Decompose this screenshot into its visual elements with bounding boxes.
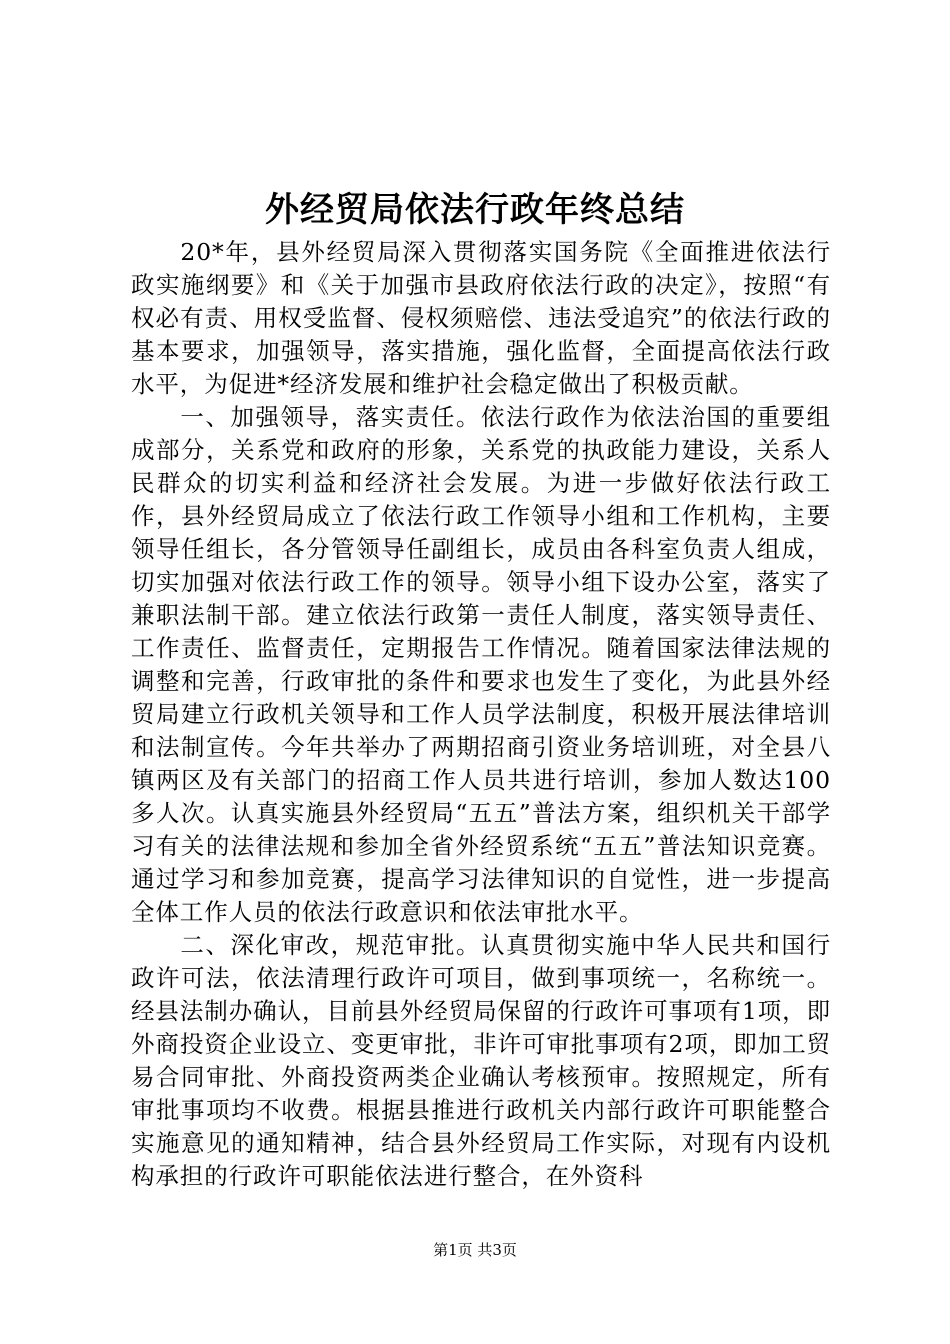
document-title: 外经贸局依法行政年终总结 [265, 190, 685, 230]
page-number-footer: 第1页 共3页 [433, 1241, 517, 1259]
paragraph-section-2: 二、深化审改，规范审批。认真贯彻实施中华人民共和国行政许可法，依法清理行政许可项目，做到事项统一，名称统一。经县法制办确认，目前县外经贸局保留的行政许可事项有1项，即外商投资企业设立、变更审批，非许可审批事项有2项，即加工贸易合同审批、外商投资两类企业确认考核预审。按照规定，所有审批事项均不收费。根据县推进行政机关内部行政许可职能整合实施意见的通知精神，结合县外经贸局工作实际，对现有内设机构承担的行政许可职能依法进行整合，在外资科 [131, 931, 831, 1190]
paragraph-section-1: 一、加强领导，落实责任。依法行政作为依法治国的重要组成部分，关系党和政府的形象，关系党的执政能力建设，关系人民群众的切实利益和经济社会发展。为进一步做好依法行政工作，县外经贸局成立了依法行政工作领导小组和工作机构，主要领导任组长，各分管领导任副组长，成员由各科室负责人组成，切实加强对依法行政工作的领导。领导小组下设办公室，落实了兼职法制干部。建立依法行政第一责任人制度，落实领导责任、工作责任、监督责任，定期报告工作情况。随着国家法律法规的调整和完善，行政审批的条件和要求也发生了变化，为此县外经贸局建立行政机关领导和工作人员学法制度，积极开展法律培训和法制宣传。今年共举办了两期招商引资业务培训班，对全县八镇两区及有关部门的招商工作人员共进行培训，参加人数达100多人次。认真实施县外经贸局“五五”普法方案，组织机关干部学习有关的法律法规和参加全省外经贸系统“五五”普法知识竞赛。通过学习和参加竞赛，提高学习法律知识的自觉性，进一步提高全体工作人员的依法行政意识和依法审批水平。 [131, 403, 831, 926]
paragraph-intro: 20*年，县外经贸局深入贯彻落实国务院《全面推进依法行政实施纲要》和《关于加强市县政府依法行政的决定》，按照“有权必有责、用权受监督、侵权须赔偿、违法受追究”的依法行政的基本要求，加强领导，落实措施，强化监督，全面提高依法行政水平，为促进*经济发展和维护社会稳定做出了积极贡献。 [131, 238, 831, 398]
document-body [131, 236, 831, 1193]
